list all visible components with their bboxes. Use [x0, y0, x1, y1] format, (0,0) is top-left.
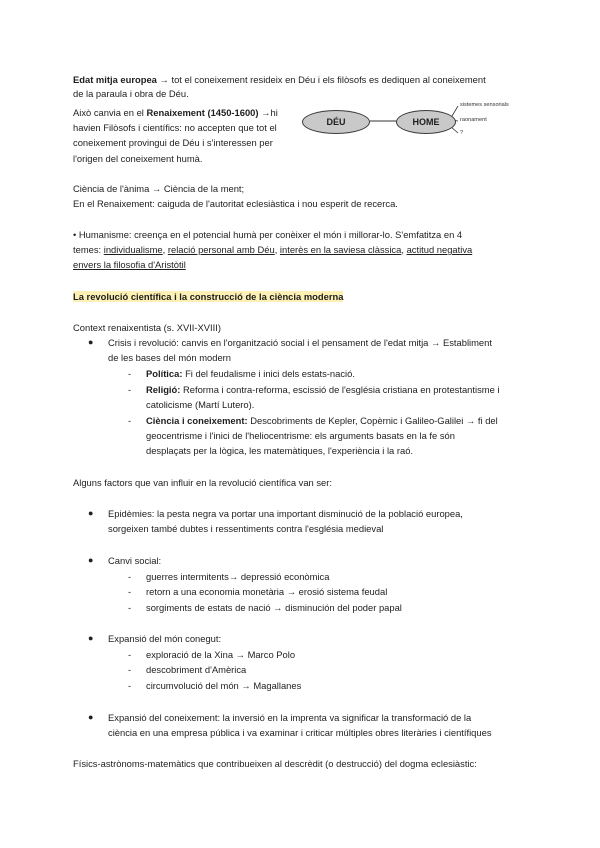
renaixement-text-b: →hi [258, 107, 278, 118]
expansio-mon-label: Expansió del món conegut: [108, 633, 222, 644]
tema-actitud-negativa: actitud negativa [406, 244, 473, 255]
epidemies-line-2: sorgeixen també dubtes i ressentiments contra l'església medieval [108, 523, 384, 534]
bullet-dot: ● [88, 633, 94, 643]
tema-sep-3: , [401, 244, 407, 255]
coneixement-line-1: Expansió del coneixement: la inversió en la imprenta va significar la transformació de la [108, 712, 472, 723]
tema-sep-1: , [162, 244, 168, 255]
renaixement-line-3: coneixement provingui de Déu i s'interessen per [73, 137, 273, 148]
politica-term: Política: [146, 368, 183, 379]
crisis-line-2: de les bases del món modern [108, 352, 231, 363]
dash-mark: - [128, 664, 132, 675]
religio-term: Religió: [146, 384, 181, 395]
dash-mark: - [128, 368, 132, 379]
humanisme-line-3: envers la filosofia d'Aristòtil [73, 259, 186, 270]
intro-line-1 [73, 73, 486, 87]
renaixement-line-4: l'origen del coneixement humà. [73, 153, 203, 164]
bullet-dot: ● [88, 508, 94, 518]
edat-mitja-term: Edat mitja europea [73, 74, 157, 85]
deu-home-diagram [300, 100, 530, 145]
dash-mark: - [128, 415, 132, 426]
bullet-dot: ● [88, 555, 94, 565]
node-home: HOME [396, 110, 456, 134]
ciencia-coneixement-rest: Descobriments de Kepler, Copèrnic i Galileo-Galilei → fi del [247, 415, 498, 426]
section-title-text: La revolució científica i la construcció de la ciència moderna [73, 291, 344, 302]
religio-rest: Reforma i contra-reforma, escissió de l'església cristiana en protestantisme i [180, 384, 500, 395]
branch-label-1: sistemes sensorials [460, 102, 509, 108]
canvi-item-text: sorgiments de estats de nació → disminución del poder papal [146, 602, 402, 613]
ciencia-line-b: geocentrisme i l'inici de l'heliocentrisme: els arguments basats en la fe són [146, 430, 455, 441]
ciencia-line-2: En el Renaixement: caiguda de l'autoritat eclesiàstica i nou esperit de recerca. [73, 198, 398, 209]
node-deu: DÉU [302, 110, 370, 134]
dash-mark: - [128, 602, 132, 613]
dash-mark: - [128, 649, 132, 660]
religio-line-2: catolicisme (Martí Lutero). [146, 399, 255, 410]
humanisme-line-2 [73, 243, 472, 257]
dash-mark: - [128, 586, 132, 597]
branch-label-2: raonament [460, 117, 487, 123]
politica-rest: Fi del feudalisme i inici dels estats-nació. [182, 368, 355, 379]
tema-relacio-deu: relació personal amb Déu [167, 244, 275, 255]
crisis-line-1: Crisis i revolució: canvis en l'organització social i el pensament de l'edat mitja → Establiment [108, 337, 492, 348]
ciencia-line-1: Ciència de l'ànima → Ciència de la ment; [73, 183, 245, 194]
religio-text [146, 383, 499, 397]
expansio-item-text: descobriment d'Amèrica [146, 664, 247, 675]
branch-label-3: ? [460, 130, 464, 136]
coneixement-line-2: ciència en una empresa pública i va examinar i criticar múltiples obres literàries i científiques [108, 727, 492, 738]
tema-sep-2: , [274, 244, 280, 255]
tema-saviesa-classica: interès en la saviesa clàssica [279, 244, 402, 255]
tema-individualisme: individualisme [103, 244, 163, 255]
canvi-item-text: guerres intermitents→ depressió econòmica [146, 571, 330, 582]
epidemies-line-1: Epidèmies: la pesta negra va portar una important disminució de la població europea, [108, 508, 463, 519]
expansio-item-text: circumvolució del món → Magallanes [146, 680, 302, 691]
dash-mark: - [128, 571, 132, 582]
expansio-item-text: exploració de la Xina → Marco Polo [146, 649, 296, 660]
renaixement-line-2: havien Filòsofs i científics: no accepten que tot el [73, 122, 277, 133]
canvi-item-text: retorn a una economia monetària → erosió sistema feudal [146, 586, 388, 597]
ciencia-coneixement-text [146, 414, 498, 428]
intro-line-2: de la paraula i obra de Déu. [73, 88, 189, 99]
renaixement-term: Renaixement (1450-1600) [146, 107, 259, 118]
final-line: Físics-astrònoms-matemàtics que contribueixen al descrèdit (o destrucció) del dogma eclesiàstic: [73, 758, 477, 769]
bullet-dot: ● [88, 337, 94, 347]
dash-mark: - [128, 384, 132, 395]
temes-prefix: temes: [73, 244, 104, 255]
section-title [73, 290, 343, 304]
humanisme-line-1: • Humanisme: creença en el potencial humà per conèixer el món i millorar-lo. S'emfatitza en 4 [73, 229, 463, 240]
factors-heading: Alguns factors que van influir en la revolució científica van ser: [73, 477, 332, 488]
dash-mark: - [128, 680, 132, 691]
intro-line-1-text: → tot el coneixement resideix en Déu i els filòsofs es dediquen al coneixement [156, 74, 486, 85]
politica-text [146, 367, 355, 381]
context-heading: Context renaixentista (s. XVII-XVIII) [73, 322, 221, 333]
canvi-social-label: Canvi social: [108, 555, 162, 566]
bullet-dot: ● [88, 712, 94, 722]
ciencia-coneixement-term: Ciència i coneixement: [146, 415, 248, 426]
renaixement-line-1 [73, 106, 278, 120]
ciencia-line-c: desplaçats per la lògica, les matemàtiques, l'experiència i la raó. [146, 445, 414, 456]
renaixement-text-a: Això canvia en el [73, 107, 147, 118]
